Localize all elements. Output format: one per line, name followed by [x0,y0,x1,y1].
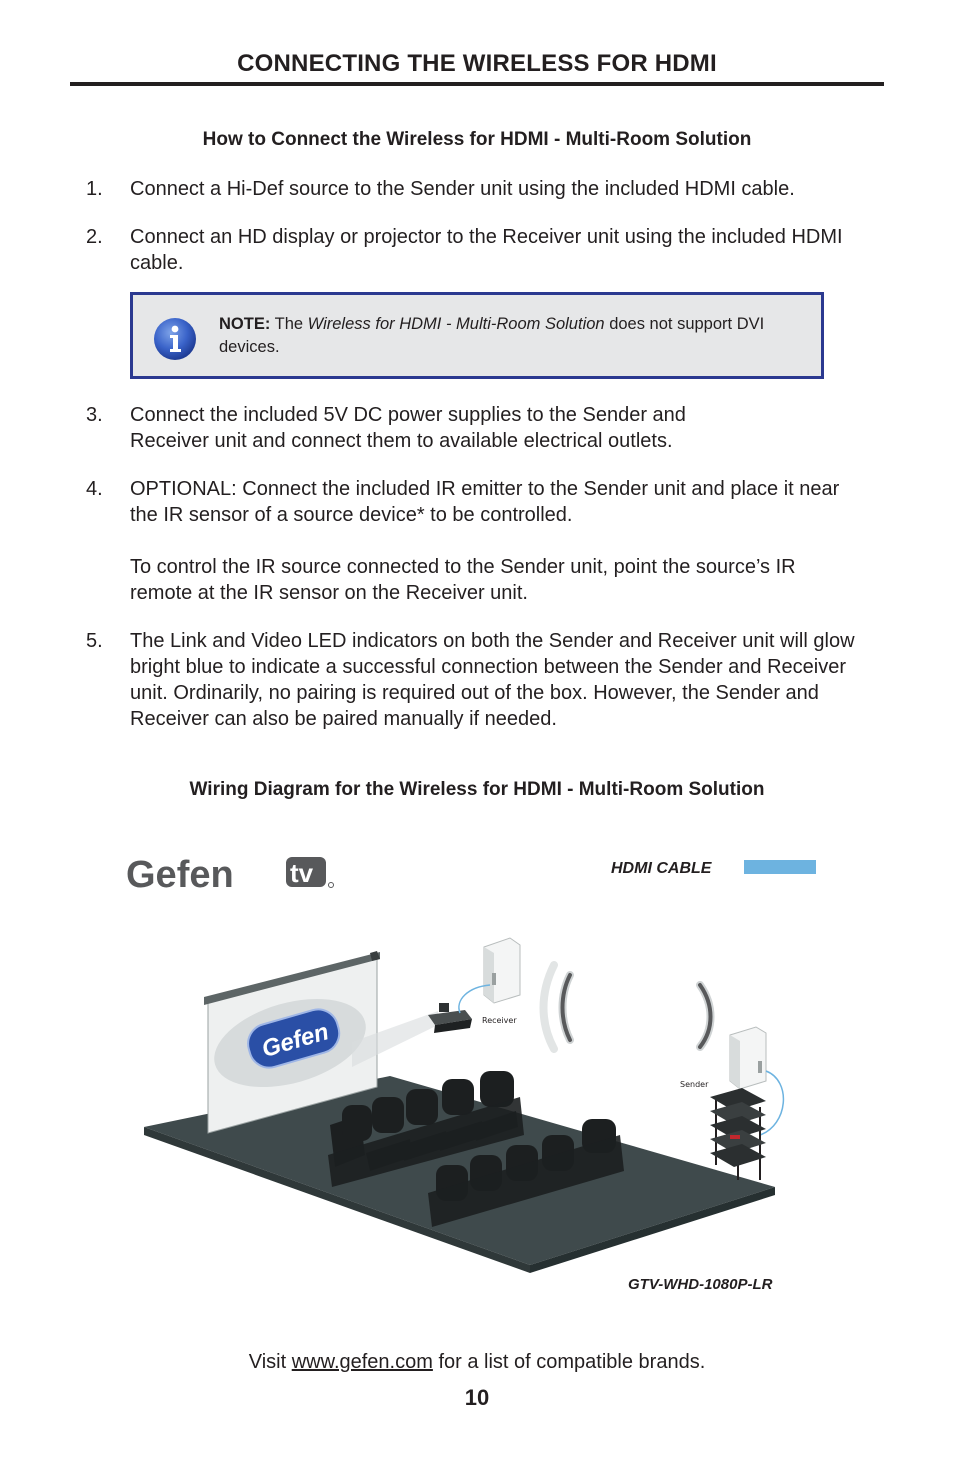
page-title: CONNECTING THE WIRELESS FOR HDMI [237,50,717,77]
legend-label: HDMI CABLE [611,860,712,877]
equipment-rack [710,1088,766,1180]
projector [428,1003,472,1033]
brand-logo-text: Gefen [126,854,234,896]
step-text: OPTIONAL: Connect the included IR emitter to the Sender unit and place it near the IR sensor of a source device* to be controlled. [130,478,840,526]
screen-logo: Gefen [258,1018,332,1063]
note-product-name: Wireless for HDMI - Multi-Room Solution [307,315,605,333]
model-number: GTV-WHD-1080P-LR [628,1276,773,1293]
wireless-signal-icon [544,965,711,1049]
note-box [130,292,824,379]
step-number: 5. [86,630,103,652]
step-number: 2. [86,226,103,248]
page-number: 10 [464,1385,490,1410]
sender-unit [730,1027,766,1089]
visit-post: for a list of compatible brands. [438,1351,706,1373]
gefen-tv-logo [126,854,334,896]
section-heading-diagram: Wiring Diagram for the Wireless for HDMI - Multi-Room Solution [189,779,765,800]
section-heading-connect: How to Connect the Wireless for HDMI - Multi-Room Solution [202,129,752,150]
legend-swatch [744,860,816,874]
step-4-extra: To control the IR source connected to the Sender unit, point the source’s IR remote at the IR sensor on the Receiver unit. [130,556,796,604]
brand-logo-suffix: tv [290,858,314,888]
step-number: 4. [86,478,103,500]
gefen-website-link[interactable]: www.gefen.com [291,1351,433,1373]
visit-pre: Visit [248,1351,287,1373]
step-text: Connect a Hi-Def source to the Sender unit using the included HDMI cable. [130,178,795,200]
wiring-diagram [120,835,840,1305]
step-number: 1. [86,178,103,200]
note-post: does not support DVI devices. [219,315,765,356]
sender-label: Sender [680,1080,709,1089]
step-text: The Link and Video LED indicators on both the Sender and Receiver unit will glow bright blue to indicate a successful connection between the Sender and Receiver unit. Ordinarily, no pairing is required out of the box. However, the Sender and Receiver can also be paired manually if needed. [130,630,855,730]
note-label: NOTE: [219,315,271,333]
note-text [219,313,779,359]
title-rule [70,82,884,86]
step-text: Connect the included 5V DC power supplies to the Sender and Receiver unit and connect them to available electrical outlets. [130,404,686,452]
step-number: 3. [86,404,103,426]
receiver-unit [484,938,520,1003]
visit-line [0,1351,954,1374]
info-icon [153,317,197,366]
receiver-label: Receiver [482,1016,517,1025]
note-pre: The [274,315,304,333]
step-text: Connect an HD display or projector to the Receiver unit using the included HDMI cable. [130,226,843,274]
